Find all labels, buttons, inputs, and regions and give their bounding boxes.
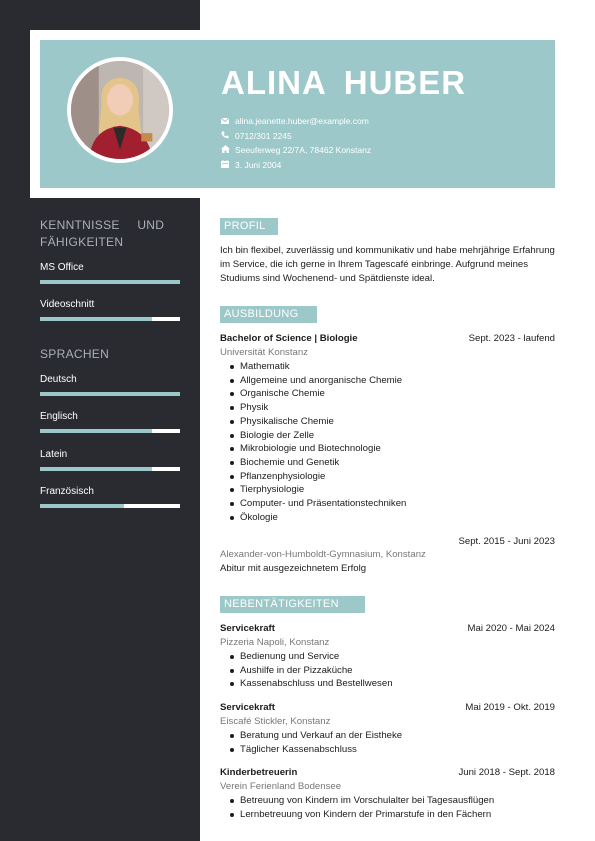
list-item: Tierphysiologie [226,483,406,497]
job-task-list [226,729,402,756]
job-employer: Verein Ferienland Bodensee [220,781,342,792]
profile-photo [71,61,169,159]
education-detail: Abitur mit ausgezeichnetem Erfolg [220,563,367,574]
skill-item [40,299,180,321]
job-task-list [226,794,494,821]
email-text: alina.jeanette.huber@example.com [235,116,369,126]
languages-heading: SPRACHEN [40,347,110,361]
language-label: Deutsch [40,374,77,385]
job-employer: Pizzeria Napoli, Konstanz [220,637,330,648]
skill-bar-fill [40,317,152,321]
language-item [40,411,180,433]
language-label: Latein [40,449,68,460]
contact-address [221,143,371,157]
education-institution: Universität Konstanz [220,347,308,358]
job-date: Juni 2018 - Sept. 2018 [458,767,555,778]
skill-label: Videoschnitt [40,299,95,310]
list-item: Ökologie [226,511,406,525]
phone-text: 0712/301 2245 [235,130,292,141]
language-item [40,374,180,396]
list-item: Beratung und Verkauf an der Eistheke [226,729,402,743]
list-item: Kassenabschluss und Bestellwesen [226,677,393,691]
education-institution: Alexander-von-Humboldt-Gymnasium, Konstanz [220,549,426,560]
avatar [67,57,173,163]
list-item: Pflanzenphysiologie [226,470,406,484]
skill-bar [40,280,180,284]
list-item: Biologie der Zelle [226,429,406,443]
jobs-section-title: NEBENTÄTIGKEITEN [220,596,365,613]
education-date: Sept. 2015 - Juni 2023 [458,536,555,547]
language-bar [40,467,180,471]
profile-section-title: PROFIL [220,218,278,235]
job-employer: Eiscafé Stickler, Konstanz [220,716,331,727]
list-item: Lernbetreuung von Kindern der Primarstufe in den Fächern [226,808,494,822]
list-item: Biochemie und Genetik [226,456,406,470]
language-item [40,486,180,508]
skill-bar-fill [40,280,180,284]
language-bar [40,429,180,433]
job-date: Mai 2020 - Mai 2024 [467,623,555,634]
education-date: Sept. 2023 - laufend [468,333,555,344]
job-title: Servicekraft [220,623,275,634]
language-item [40,449,180,471]
language-bar-fill [40,429,152,433]
list-item: Mathematik [226,360,406,374]
contact-info [221,114,371,172]
education-entry-header [220,333,555,344]
language-bar-fill [40,504,124,508]
language-bar [40,392,180,396]
list-item: Betreuung von Kindern im Vorschulalter bei Tagesausflügen [226,794,494,808]
birthdate-text: 3. Juni 2004 [235,159,282,170]
job-entry-header [220,767,555,778]
address-text: Seeuferweg 22/7A, 78462 Konstanz [235,145,372,155]
skills-heading: KENNTNISSE UND FÄHIGKEITEN [40,218,165,249]
job-title: Kinderbetreuerin [220,767,298,778]
degree-title: Bachelor of Science | Biologie [220,333,358,344]
profile-text: Ich bin flexibel, zuverlässig und kommunikativ und habe mehrjährige Erfahrung im Service, die ich gerne in Ihrem Tagescafé einbringe. Aufgrund meines Studiums sind Wochenend- und Spätdienste ideal. [220,245,555,284]
list-item: Organische Chemie [226,387,406,401]
contact-email [221,114,371,128]
contact-phone [221,129,371,143]
language-label: Englisch [40,411,78,422]
job-date: Mai 2019 - Okt. 2019 [465,702,555,713]
list-item: Physik [226,401,406,415]
home-icon [221,145,235,155]
job-entry-header [220,623,555,634]
education-entry-header [220,536,555,547]
phone-icon [221,131,235,141]
language-bar-fill [40,392,180,396]
skill-item [40,262,180,284]
candidate-name: ALINA HUBER [221,64,467,101]
skill-label: MS Office [40,262,84,273]
list-item: Täglicher Kassenabschluss [226,743,402,757]
list-item: Allgemeine und anorganische Chemie [226,374,406,388]
list-item: Physikalische Chemie [226,415,406,429]
list-item: Aushilfe in der Pizzaküche [226,664,393,678]
list-item: Mikrobiologie und Biotechnologie [226,442,406,456]
job-title: Servicekraft [220,702,275,713]
job-task-list [226,650,393,691]
language-label: Französisch [40,486,94,497]
education-section-title: AUSBILDUNG [220,306,317,323]
list-item: Computer- und Präsentationstechniken [226,497,406,511]
skill-bar [40,317,180,321]
job-entry-header [220,702,555,713]
language-bar-fill [40,467,152,471]
list-item: Bedienung und Service [226,650,393,664]
course-list [226,360,406,524]
envelope-icon [221,117,235,126]
calendar-icon [221,160,235,170]
language-bar [40,504,180,508]
contact-birthdate [221,158,371,172]
